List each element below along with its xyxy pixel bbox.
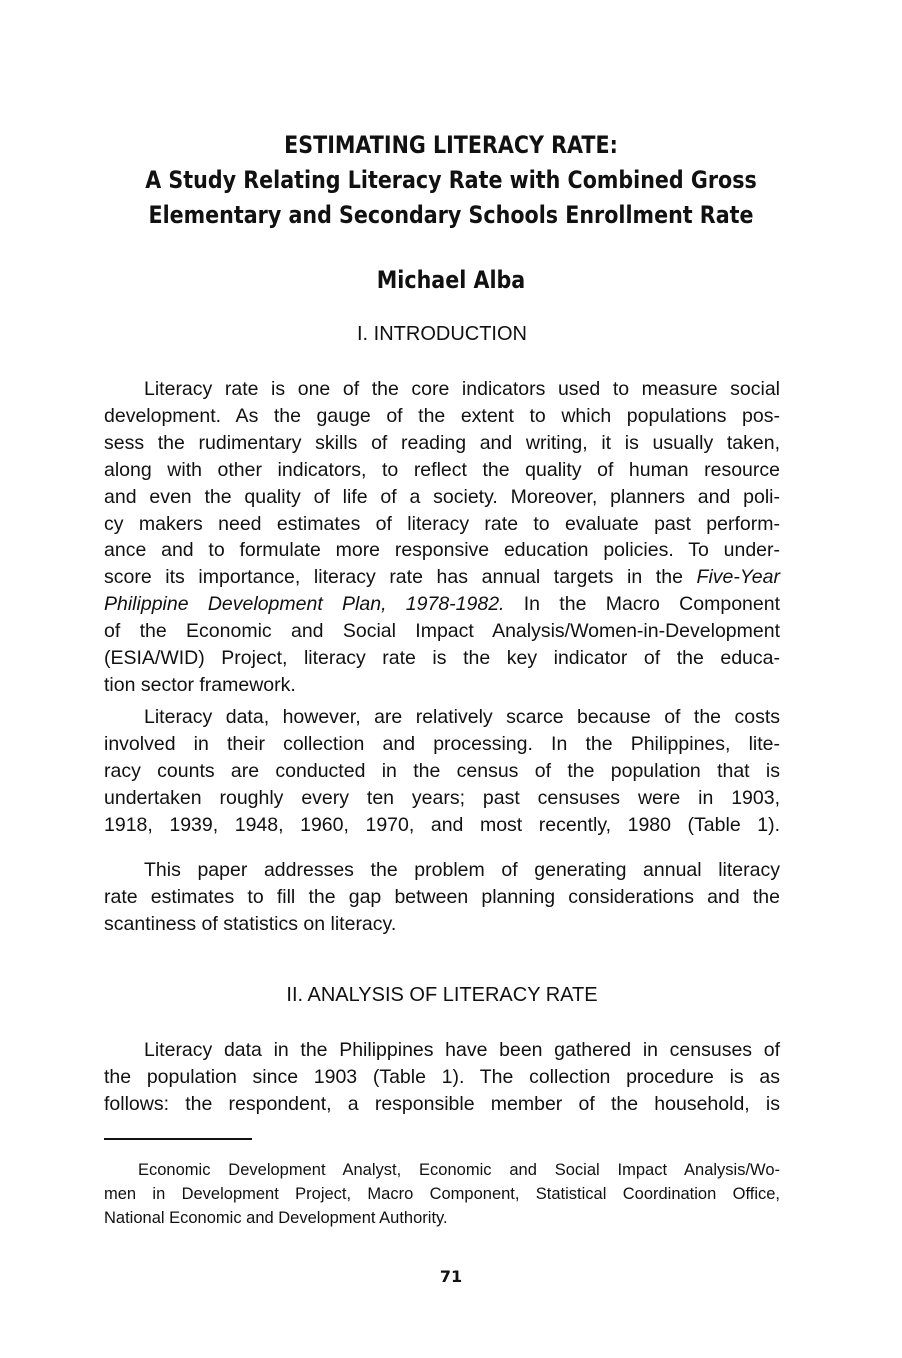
text-line: along with other indicators, to reflect the quality of human resource	[104, 458, 780, 481]
footnote-divider	[104, 1138, 252, 1140]
text-line: (ESIA/WID) Project, literacy rate is the key indicator of the educa-	[104, 647, 780, 670]
text-line	[104, 591, 780, 618]
paragraph-introduction-1	[104, 376, 780, 699]
footnote-line: men in Development Project, Macro Component, Statistical Coordination Office,	[104, 1185, 780, 1203]
text-line: and even the quality of life of a society. Moreover, planners and poli-	[104, 485, 780, 508]
italic-text-run: Philippine Development Plan, 1978-1982.	[104, 593, 505, 616]
text-line: ance and to formulate more responsive education policies. To under-	[104, 539, 780, 562]
text-line: 1918, 1939, 1948, 1960, 1970, and most recently, 1980 (Table 1).	[104, 813, 780, 836]
text-line: rate estimates to fill the gap between planning considerations and the	[104, 885, 780, 908]
section-heading-introduction: I. INTRODUCTION	[357, 323, 527, 345]
text-line: involved in their collection and processing. In the Philippines, lite-	[104, 732, 780, 755]
title-line-1: ESTIMATING LITERACY RATE:	[284, 131, 618, 159]
paragraph-introduction-3	[104, 857, 780, 938]
text-line: racy counts are conducted in the census of the population that is	[104, 759, 780, 782]
text-line: Literacy data in the Philippines have been gathered in censuses of	[144, 1039, 780, 1061]
text-line: This paper addresses the problem of generating annual literacy	[144, 859, 780, 881]
text-line: sess the rudimentary skills of reading and writing, it is usually taken,	[104, 431, 780, 454]
footnote-line: Economic Development Analyst, Economic and Social Impact Analysis/Wo-	[138, 1161, 780, 1179]
text-line: of the Economic and Social Impact Analysis/Women-in-Development	[104, 620, 780, 643]
text-line: Literacy rate is one of the core indicators used to measure social	[144, 378, 780, 400]
author-footnote	[104, 1158, 780, 1230]
text-line: Literacy data, however, are relatively scarce because of the costs	[144, 706, 780, 728]
text-line: follows: the respondent, a responsible member of the household, is	[104, 1092, 780, 1115]
paragraph-analysis-1	[104, 1037, 780, 1118]
text-line: scantiness of statistics on literacy.	[104, 912, 397, 935]
text-run: In the Macro Component	[523, 593, 780, 616]
text-line: development. As the gauge of the extent to which populations pos-	[104, 404, 780, 427]
author-name: Michael Alba	[376, 266, 526, 294]
footnote-line: National Economic and Development Authority.	[104, 1209, 448, 1227]
title-line-2: A Study Relating Literacy Rate with Combined Gross	[145, 166, 757, 194]
text-line: tion sector framework.	[104, 673, 296, 696]
title-line-3: Elementary and Secondary Schools Enrollment Rate	[148, 201, 754, 229]
text-line: cy makers need estimates of literacy rate to evaluate past perform-	[104, 512, 780, 535]
text-line	[104, 564, 780, 591]
text-run: score its importance, literacy rate has annual targets in the	[104, 566, 683, 589]
text-line: undertaken roughly every ten years; past censuses were in 1903,	[104, 786, 780, 809]
italic-text-run: Five-Year	[696, 566, 780, 589]
section-heading-analysis: II. ANALYSIS OF LITERACY RATE	[286, 984, 598, 1006]
paper-title	[63, 128, 839, 233]
page-number: 71	[439, 1267, 463, 1286]
text-line: the population since 1903 (Table 1). The collection procedure is as	[104, 1065, 780, 1088]
paragraph-introduction-2	[104, 704, 780, 839]
